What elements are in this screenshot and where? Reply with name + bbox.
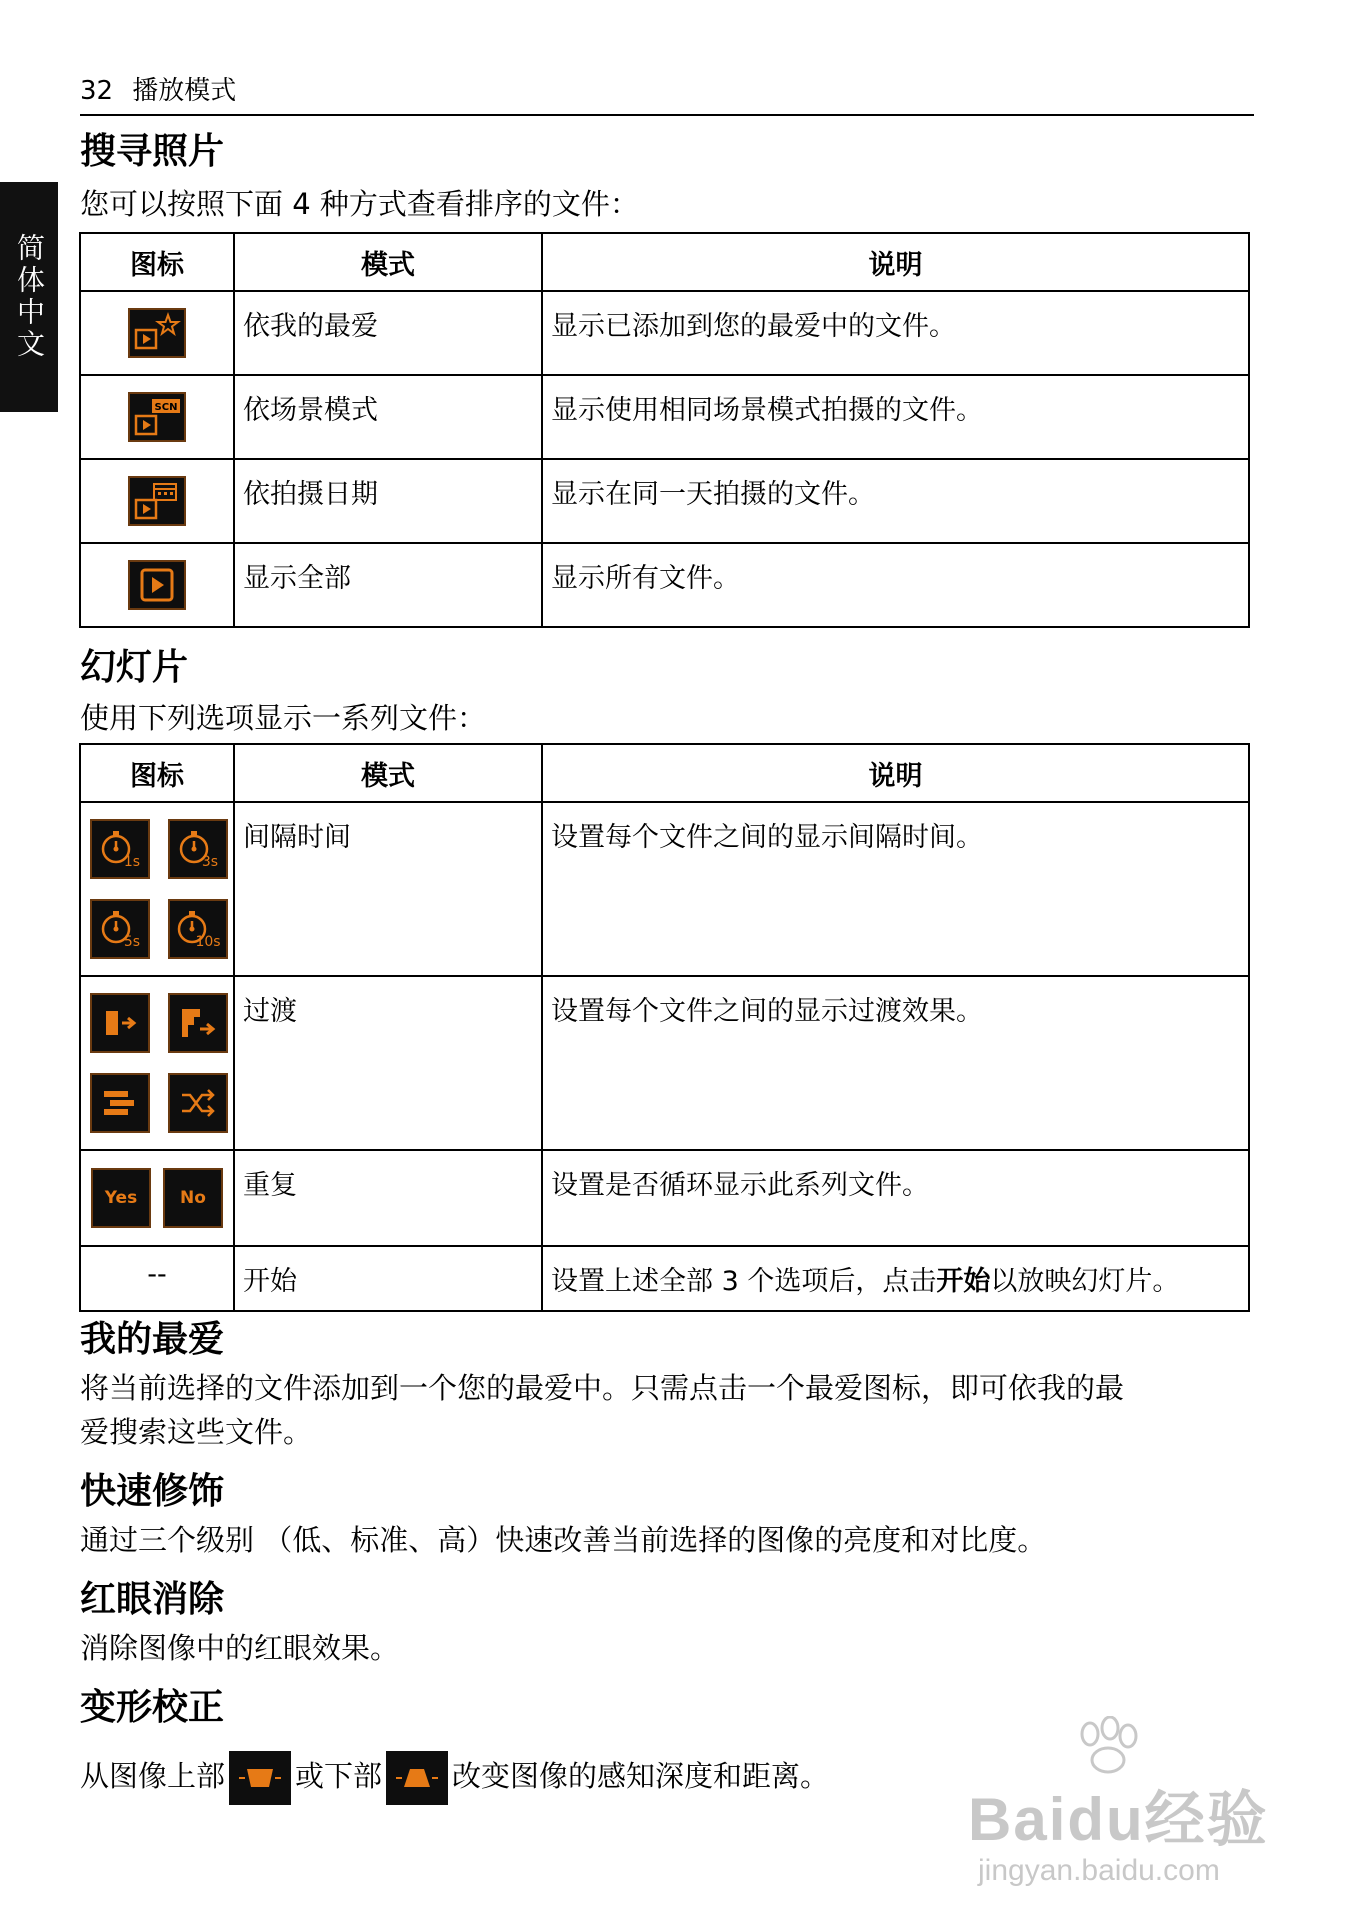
language-tab: 简体中文 (0, 182, 58, 412)
slideshow-intro: 使用下列选项显示一系列文件： (80, 701, 487, 735)
desc-cell: 设置是否循环显示此系列文件。 (542, 1150, 1249, 1246)
desc-cell (542, 1246, 1249, 1311)
section-title: 播放模式 (132, 76, 237, 106)
search-table (79, 232, 1250, 628)
table-row (80, 802, 1249, 976)
repeat-no-icon: No (163, 1168, 223, 1228)
mode-cell: 过渡 (234, 976, 542, 1150)
col-desc: 说明 (542, 744, 1249, 802)
search-heading: 搜寻照片 (80, 131, 225, 172)
favorites-text-line1: 将当前选择的文件添加到一个您的最爱中。只需点击一个最爱图标，即可依我的最 (80, 1371, 1125, 1405)
timer-10s-icon (168, 899, 228, 959)
desc-bold-text: 开始 (936, 1266, 991, 1297)
table-header-row (80, 744, 1249, 802)
play-all-icon (128, 560, 186, 610)
mode-cell: 开始 (234, 1246, 542, 1311)
paw-logo-icon (1068, 1716, 1148, 1776)
mode-cell: 依我的最爱 (234, 291, 542, 375)
timer-3s-icon (168, 819, 228, 879)
table-header-row (80, 233, 1249, 291)
red-eye-heading: 红眼消除 (80, 1579, 225, 1620)
icon-placeholder: -- (80, 1246, 234, 1311)
distortion-bottom-icon (386, 1751, 448, 1805)
timer-5s-icon (90, 899, 150, 959)
timer-label: 3s (201, 854, 219, 870)
distortion-text-c: 改变图像的感知深度和距离。 (452, 1759, 830, 1793)
table-row (80, 375, 1249, 459)
mode-cell: 依场景模式 (234, 375, 542, 459)
distortion-text-b: 或下部 (295, 1759, 383, 1793)
col-icon: 图标 (80, 233, 234, 291)
favorite-play-icon (128, 308, 186, 358)
slideshow-heading: 幻灯片 (80, 647, 189, 688)
repeat-yes-icon: Yes (91, 1168, 151, 1228)
mode-cell: 间隔时间 (234, 802, 542, 976)
mode-cell: 依拍摄日期 (234, 459, 542, 543)
desc-cell: 显示所有文件。 (542, 543, 1249, 627)
transition-bars-icon (90, 1073, 150, 1133)
svg-text:SCN: SCN (154, 402, 178, 413)
watermark-url: jingyan.baidu.com (978, 1854, 1220, 1887)
distortion-heading: 变形校正 (80, 1687, 225, 1728)
transition-steps-icon (168, 993, 228, 1053)
desc-text: 设置上述全部 3 个选项后，点击 (551, 1266, 937, 1297)
distortion-top-icon (229, 1751, 291, 1805)
table-row (80, 543, 1249, 627)
col-mode: 模式 (234, 233, 542, 291)
page-number: 32 (80, 76, 114, 106)
transition-random-icon (168, 1073, 228, 1133)
timer-label: 1s (123, 854, 141, 870)
search-intro: 您可以按照下面 4 种方式查看排序的文件： (80, 187, 639, 221)
desc-cell: 设置每个文件之间的显示过渡效果。 (542, 976, 1249, 1150)
desc-cell: 显示使用相同场景模式拍摄的文件。 (542, 375, 1249, 459)
baidu-watermark (968, 1716, 1298, 1896)
desc-text: 以放映幻灯片。 (990, 1266, 1180, 1297)
desc-cell: 设置每个文件之间的显示间隔时间。 (542, 802, 1249, 976)
col-desc: 说明 (542, 233, 1249, 291)
desc-cell: 显示已添加到您的最爱中的文件。 (542, 291, 1249, 375)
table-row (80, 291, 1249, 375)
timer-label: 10s (195, 934, 221, 950)
col-icon: 图标 (80, 744, 234, 802)
desc-cell: 显示在同一天拍摄的文件。 (542, 459, 1249, 543)
table-row (80, 1150, 1249, 1246)
watermark-main: Baidu经验 (968, 1786, 1269, 1853)
table-row (80, 976, 1249, 1150)
mode-cell: 重复 (234, 1150, 542, 1246)
timer-1s-icon (90, 819, 150, 879)
scene-play-icon (128, 392, 186, 442)
quick-touchup-text: 通过三个级别 （低、标准、高）快速改善当前选择的图像的亮度和对比度。 (80, 1523, 1047, 1557)
favorites-text-line2: 爱搜索这些文件。 (80, 1415, 313, 1449)
red-eye-text: 消除图像中的红眼效果。 (80, 1631, 400, 1665)
favorites-heading: 我的最爱 (80, 1319, 225, 1360)
col-mode: 模式 (234, 744, 542, 802)
distortion-text (80, 1748, 829, 1805)
date-play-icon (128, 476, 186, 526)
quick-touchup-heading: 快速修饰 (80, 1471, 225, 1512)
distortion-text-a: 从图像上部 (80, 1759, 226, 1793)
transition-slide-icon (90, 993, 150, 1053)
page-header (80, 74, 1254, 116)
table-row (80, 459, 1249, 543)
table-row (80, 1246, 1249, 1311)
mode-cell: 显示全部 (234, 543, 542, 627)
timer-label: 5s (123, 934, 141, 950)
slideshow-table (79, 743, 1250, 1312)
